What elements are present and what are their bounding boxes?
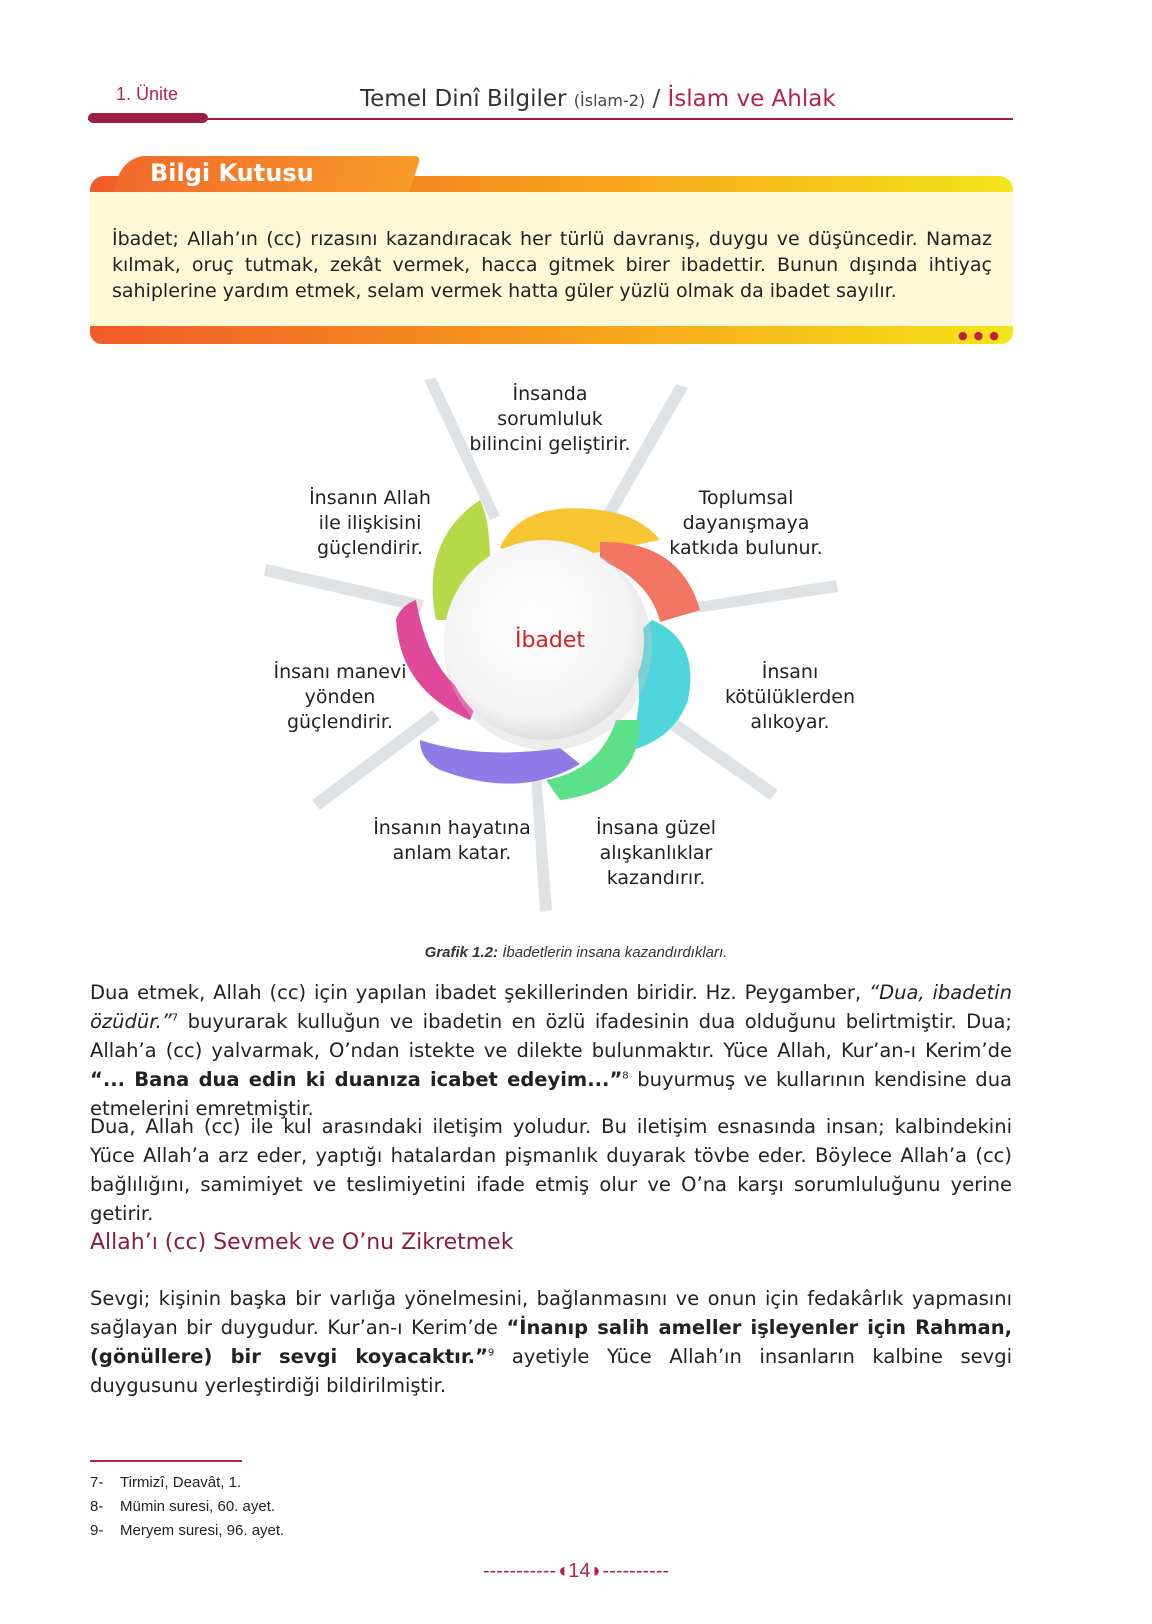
- page-number-value: 14: [568, 1560, 591, 1582]
- label-relationship-line2: ile ilişkisini: [318, 512, 422, 534]
- section-title: Allah’ı (cc) Sevmek ve O’nu Zikretmek: [90, 1230, 514, 1255]
- diagram-caption: [376, 944, 776, 961]
- p1-text-b: buyurarak kulluğun ve ibadetin en özlü ifadesinin dua olduğunu belirtmiştir. Dua; Allah’a (cc) yalvarmak, O’ndan istekte ve dilekte bulunmaktır. Yüce Allah, Kur’an-ı Kerim’de: [90, 1010, 1012, 1062]
- footnote-ref-7[interactable]: 7: [171, 1012, 179, 1024]
- label-responsibility-line1: İnsanda: [512, 383, 588, 405]
- p3-text-a: Sevgi; kişinin başka bir varlığa yönelmesini, bağlanmasını ve onun için fedakârlık yapmasını sağlayan bir duygudur. Kur’an-ı Kerim’de: [90, 1287, 1012, 1339]
- caption-text: İbadetlerin insana kazandırdıkları.: [502, 944, 728, 961]
- paragraph-2: Dua, Allah (cc) ile kul arasındaki iletişim yoludur. Bu iletişim esnasında insan; kalbindekini Yüce Allah’a arz eder, yaptığı hatalardan pişmanlık duyarak tövbe eder. Böylece Allah’a (cc) bağlılığını, samimiyet ve teslimiyetini ifade etmiş olur ve O’na karşı sorumluluğunu yerine getirir.: [90, 1115, 1012, 1225]
- info-box-text: İbadet; Allah’ın (cc) rızasını kazandıracak her türlü davranış, duygu ve düşüncedir. Namaz kılmak, oruç tutmak, zekât vermek, hacca gitmek birer ibadettir. Bunun dışında ihtiyaç sahiplerine yardım etmek, selam vermek hatta güler yüzlü olmak da ibadet sayılır.: [112, 228, 992, 302]
- p3-verse-quote: “İnanıp salih ameller işleyenler için Rahman, (gönüllere) bir sevgi koyacaktır.”: [90, 1316, 1012, 1368]
- footnote-9-number: 9-: [90, 1522, 104, 1539]
- label-solidarity-line1: Toplumsal: [698, 487, 794, 509]
- footnote-7-text: Tirmizî, Deavât, 1.: [120, 1474, 242, 1491]
- footnote-ref-9[interactable]: 9: [487, 1347, 495, 1359]
- ray-7: [264, 564, 424, 612]
- header-title-main: Temel Dinî Bilgiler: [360, 86, 567, 112]
- label-evil-line3: alıkoyar.: [750, 711, 830, 733]
- info-box-title: Bilgi Kutusu: [150, 159, 314, 187]
- footnote-8-text: Mümin suresi, 60. ayet.: [120, 1498, 276, 1515]
- label-evil-line1: İnsanı: [761, 661, 819, 683]
- page-number-right-dashes: ◗----------: [590, 1560, 670, 1582]
- footnote-7-number: 7-: [90, 1474, 104, 1491]
- p1-text-a: Dua etmek, Allah (cc) için yapılan ibadet şekillerinden biridir. Hz. Peygamber,: [90, 981, 869, 1004]
- label-habits: [566, 816, 746, 891]
- page-number-left-dashes: -----------◖: [482, 1560, 569, 1582]
- label-spiritual-line3: güçlendirir.: [286, 711, 394, 733]
- footnote-8-number: 8-: [90, 1498, 104, 1515]
- label-solidarity-line3: katkıda bulunur.: [669, 537, 823, 559]
- paragraph-3: [90, 1284, 1012, 1400]
- p3-text-b: ayetiyle Yüce Allah’ın insanların kalbine sevgi duygusunu yerleştirdiği bildirilmiştir.: [90, 1345, 1012, 1397]
- label-solidarity-line2: dayanışmaya: [682, 512, 810, 534]
- footnote-7: [90, 1474, 241, 1491]
- p1-verse-quote: “... Bana dua edin ki duanıza icabet edeyim...”: [90, 1068, 623, 1091]
- paragraph-1: [90, 978, 1012, 1123]
- label-meaning-line2: anlam katar.: [392, 842, 512, 864]
- label-relationship-line1: İnsanın Allah: [309, 487, 431, 509]
- label-relationship: [280, 486, 460, 561]
- footnote-9: [90, 1522, 284, 1539]
- label-spiritual-line1: İnsanı manevi: [273, 661, 407, 683]
- label-habits-line2: alışkanlıklar: [599, 842, 713, 864]
- label-meaning: [352, 816, 552, 866]
- footnote-9-text: Meryem suresi, 96. ayet.: [120, 1522, 285, 1539]
- label-evil-line2: kötülüklerden: [724, 686, 855, 708]
- caption-label: Grafik 1.2:: [424, 944, 499, 961]
- label-habits-line3: kazandırır.: [606, 867, 706, 889]
- unit-label: 1. Ünite: [116, 84, 179, 104]
- info-box-dots: ●●●: [958, 329, 1005, 342]
- footnote-rule: [90, 1460, 242, 1462]
- p1-hadith-quote: “Dua, ibadetin özüdür.”: [90, 981, 1012, 1033]
- header-separator: /: [652, 86, 661, 112]
- label-solidarity: [636, 486, 856, 561]
- header-topic: İslam ve Ahlak: [667, 86, 836, 112]
- label-spiritual-line2: yönden: [304, 686, 376, 708]
- label-meaning-line1: İnsanın hayatına: [373, 817, 531, 839]
- label-relationship-line3: güçlendirir.: [316, 537, 424, 559]
- page-number: [440, 1560, 712, 1583]
- label-spiritual: [250, 660, 430, 735]
- label-responsibility-line3: bilincini geliştirir.: [469, 433, 631, 455]
- label-evil: [700, 660, 880, 735]
- label-responsibility-line2: sorumluluk: [497, 408, 603, 430]
- footnote-8: [90, 1498, 275, 1515]
- label-responsibility: [430, 382, 670, 457]
- header-subtitle: (İslam-2): [573, 91, 646, 110]
- label-habits-line1: İnsana güzel: [596, 817, 716, 839]
- p1-text-c: buyurmuş ve kullarının kendisine dua etmelerini emretmiştir.: [90, 1068, 1012, 1120]
- footnote-ref-8[interactable]: 8: [622, 1070, 629, 1082]
- diagram-center-label: İbadet: [514, 628, 586, 653]
